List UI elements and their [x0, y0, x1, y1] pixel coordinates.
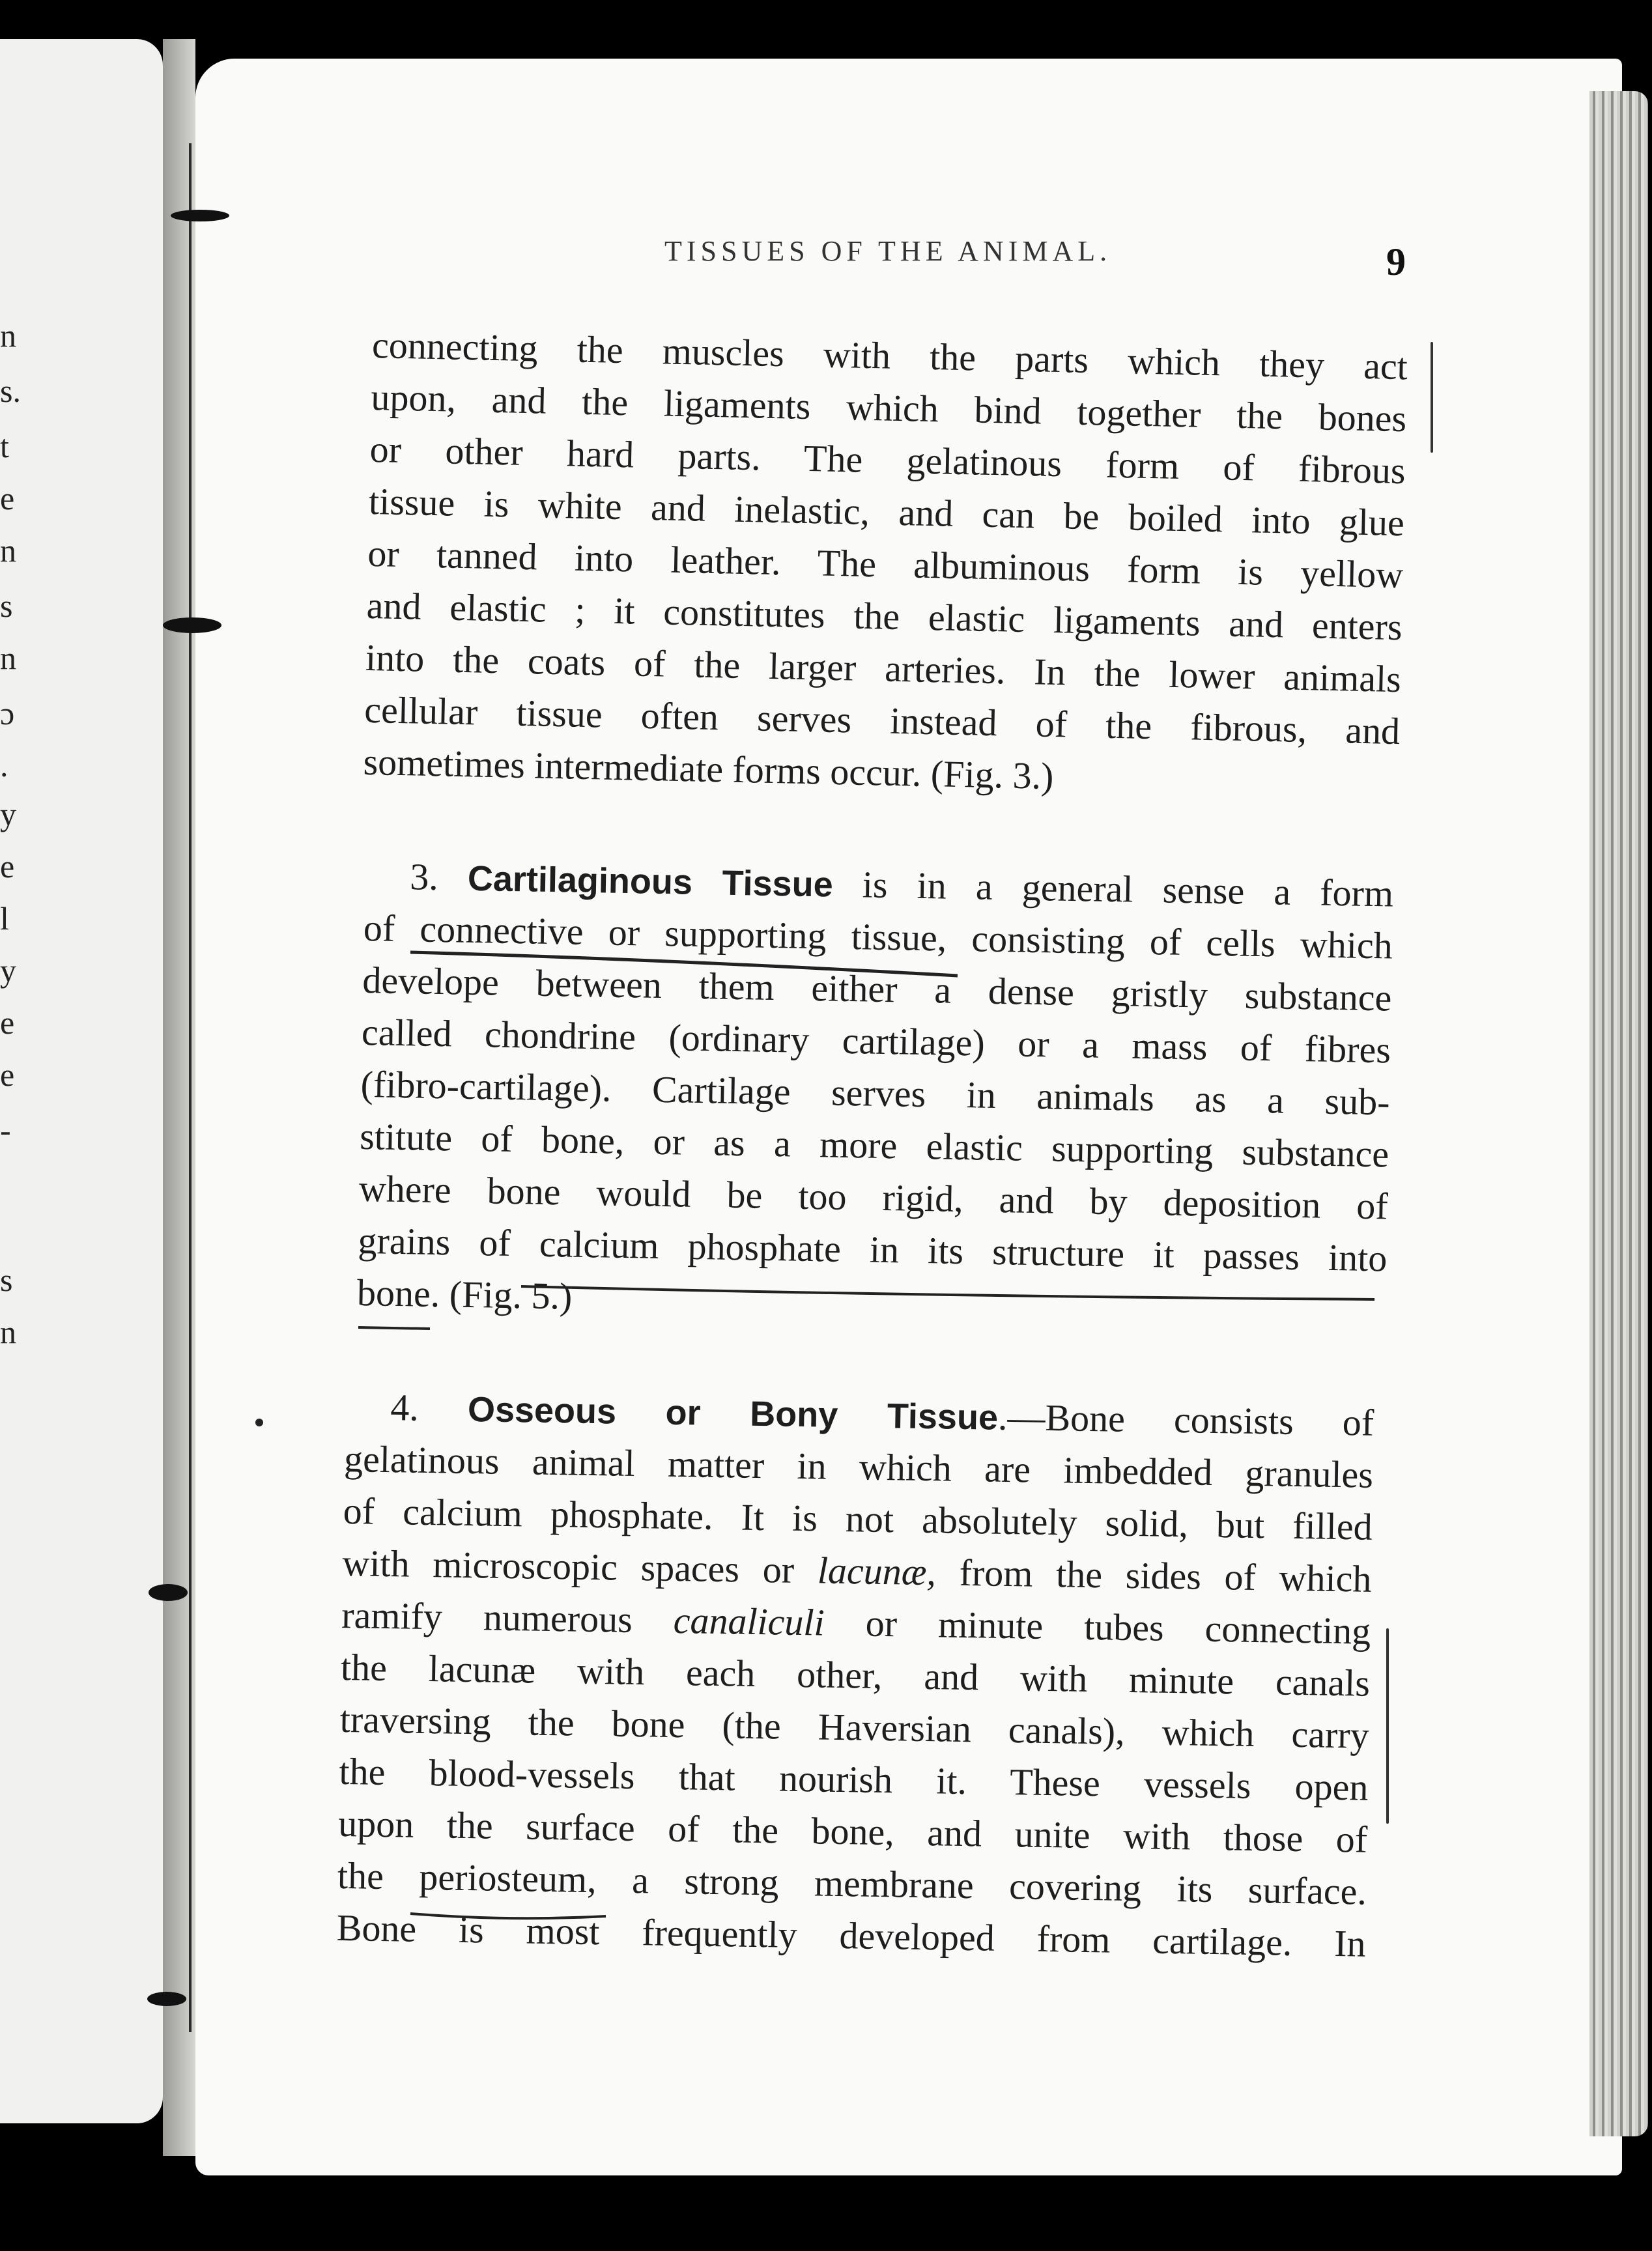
left-page-fragment: - [0, 1112, 11, 1148]
section-heading: Osseous or Bony Tissue [467, 1389, 999, 1437]
margin-dot [255, 1419, 263, 1426]
running-head: TISSUES OF THE ANIMAL. [664, 235, 1112, 267]
left-page-fragment: e [0, 1004, 15, 1041]
text-run: ramify numerous [341, 1593, 674, 1641]
left-page-fragment: n [0, 640, 16, 676]
text-line: or tanned into leather. The albuminous form is yellow [367, 531, 1404, 597]
text-line: the blood-vessels that nourish it. These vessels open [339, 1749, 1369, 1809]
text-line: or other hard parts. The gelatinous form of fibrous [369, 427, 1406, 492]
text-line: gelatinous animal matter in which are imbedded granules [343, 1437, 1374, 1496]
left-page-fragment: e [0, 848, 15, 885]
text-line: where bone would be too rigid, and by deposition of [358, 1167, 1389, 1228]
section-heading: Cartilaginous Tissue [467, 858, 834, 905]
left-page-fragment: s. [0, 373, 21, 409]
section-number: 3. [409, 855, 439, 898]
heading-line-text: is in a general sense a form [862, 863, 1394, 915]
text-line: called chondrine (ordinary cartilage) or a mass of fibres [361, 1010, 1391, 1071]
text-line: develope between them either a dense gristly substance [362, 958, 1392, 1019]
left-page-fragment: n [0, 1314, 16, 1350]
text-line: cellular tissue often serves instead of the fibrous, and [363, 688, 1401, 753]
text-line: (fibro-cartilage). Cartilage serves in animals as a sub- [360, 1062, 1391, 1124]
text-line: connecting the muscles with the parts which they act [371, 323, 1408, 388]
underline-bone [358, 1327, 430, 1329]
underline-connective-tissue [410, 952, 958, 976]
text-line: tissue is white and inelastic, and can be boiled into glue [368, 479, 1405, 545]
text-line: the lacunæ with each other, and with minute canals [340, 1645, 1371, 1705]
text-line: into the coats of the larger arteries. In the lower animals [365, 636, 1402, 701]
text-line: of connective or supporting tissue, consisting of cells which [363, 906, 1393, 967]
text-line: upon the surface of the bone, and unite with those of [337, 1802, 1368, 1861]
left-page-fragment: s [0, 588, 13, 624]
section-number: 4. [390, 1386, 420, 1429]
left-page-fragment: l [0, 900, 9, 937]
italic-term: lacunæ, [817, 1549, 937, 1594]
underline-calcium-phosphate [521, 1286, 1374, 1299]
left-page-fragment: e [0, 1056, 15, 1093]
text-line: upon, and the ligaments which bind together the bones [370, 375, 1407, 440]
text-run: from the sides of which [935, 1551, 1372, 1600]
left-page-fragment: y [0, 796, 16, 832]
text-run: with microscopic spaces or [342, 1541, 818, 1592]
left-page-fragment: t [0, 428, 9, 464]
left-page-fragment: e [0, 480, 15, 517]
left-page-fragment: ɔ [0, 695, 15, 731]
text-line: the periosteum, a strong membrane covering its surface. [337, 1854, 1367, 1913]
text-line: traversing the bone (the Haversian canals), which carry [339, 1697, 1370, 1757]
text-line: and elastic ; it constitutes the elastic ligaments and enters [366, 584, 1403, 649]
text-line: sometimes intermediate forms occur. (Fig. 3.) [363, 740, 1055, 798]
text-line: grains of calcium phosphate in its structure it passes into [357, 1219, 1388, 1280]
left-page-fragment: s [0, 1262, 13, 1298]
text-line: Bone is most frequently developed from cartilage. In [336, 1906, 1367, 1965]
italic-term: canaliculi [673, 1598, 825, 1644]
heading-line-text: .—Bone consists of [997, 1395, 1374, 1444]
left-page-fragment: y [0, 952, 16, 989]
text-line: stitute of bone, or as a more elastic supporting substance [359, 1114, 1389, 1176]
left-page-fragment: n [0, 317, 16, 354]
underline-periosteum [410, 1914, 606, 1918]
left-page-fragment: . [0, 747, 8, 784]
left-page-fragment: n [0, 532, 16, 569]
text-line: bone. (Fig. 5.) [356, 1271, 573, 1318]
page-number: 9 [1386, 240, 1406, 283]
text-run: or minute tubes connecting [824, 1601, 1371, 1652]
text-line: of calcium phosphate. It is not absolutely solid, but filled [343, 1489, 1373, 1548]
